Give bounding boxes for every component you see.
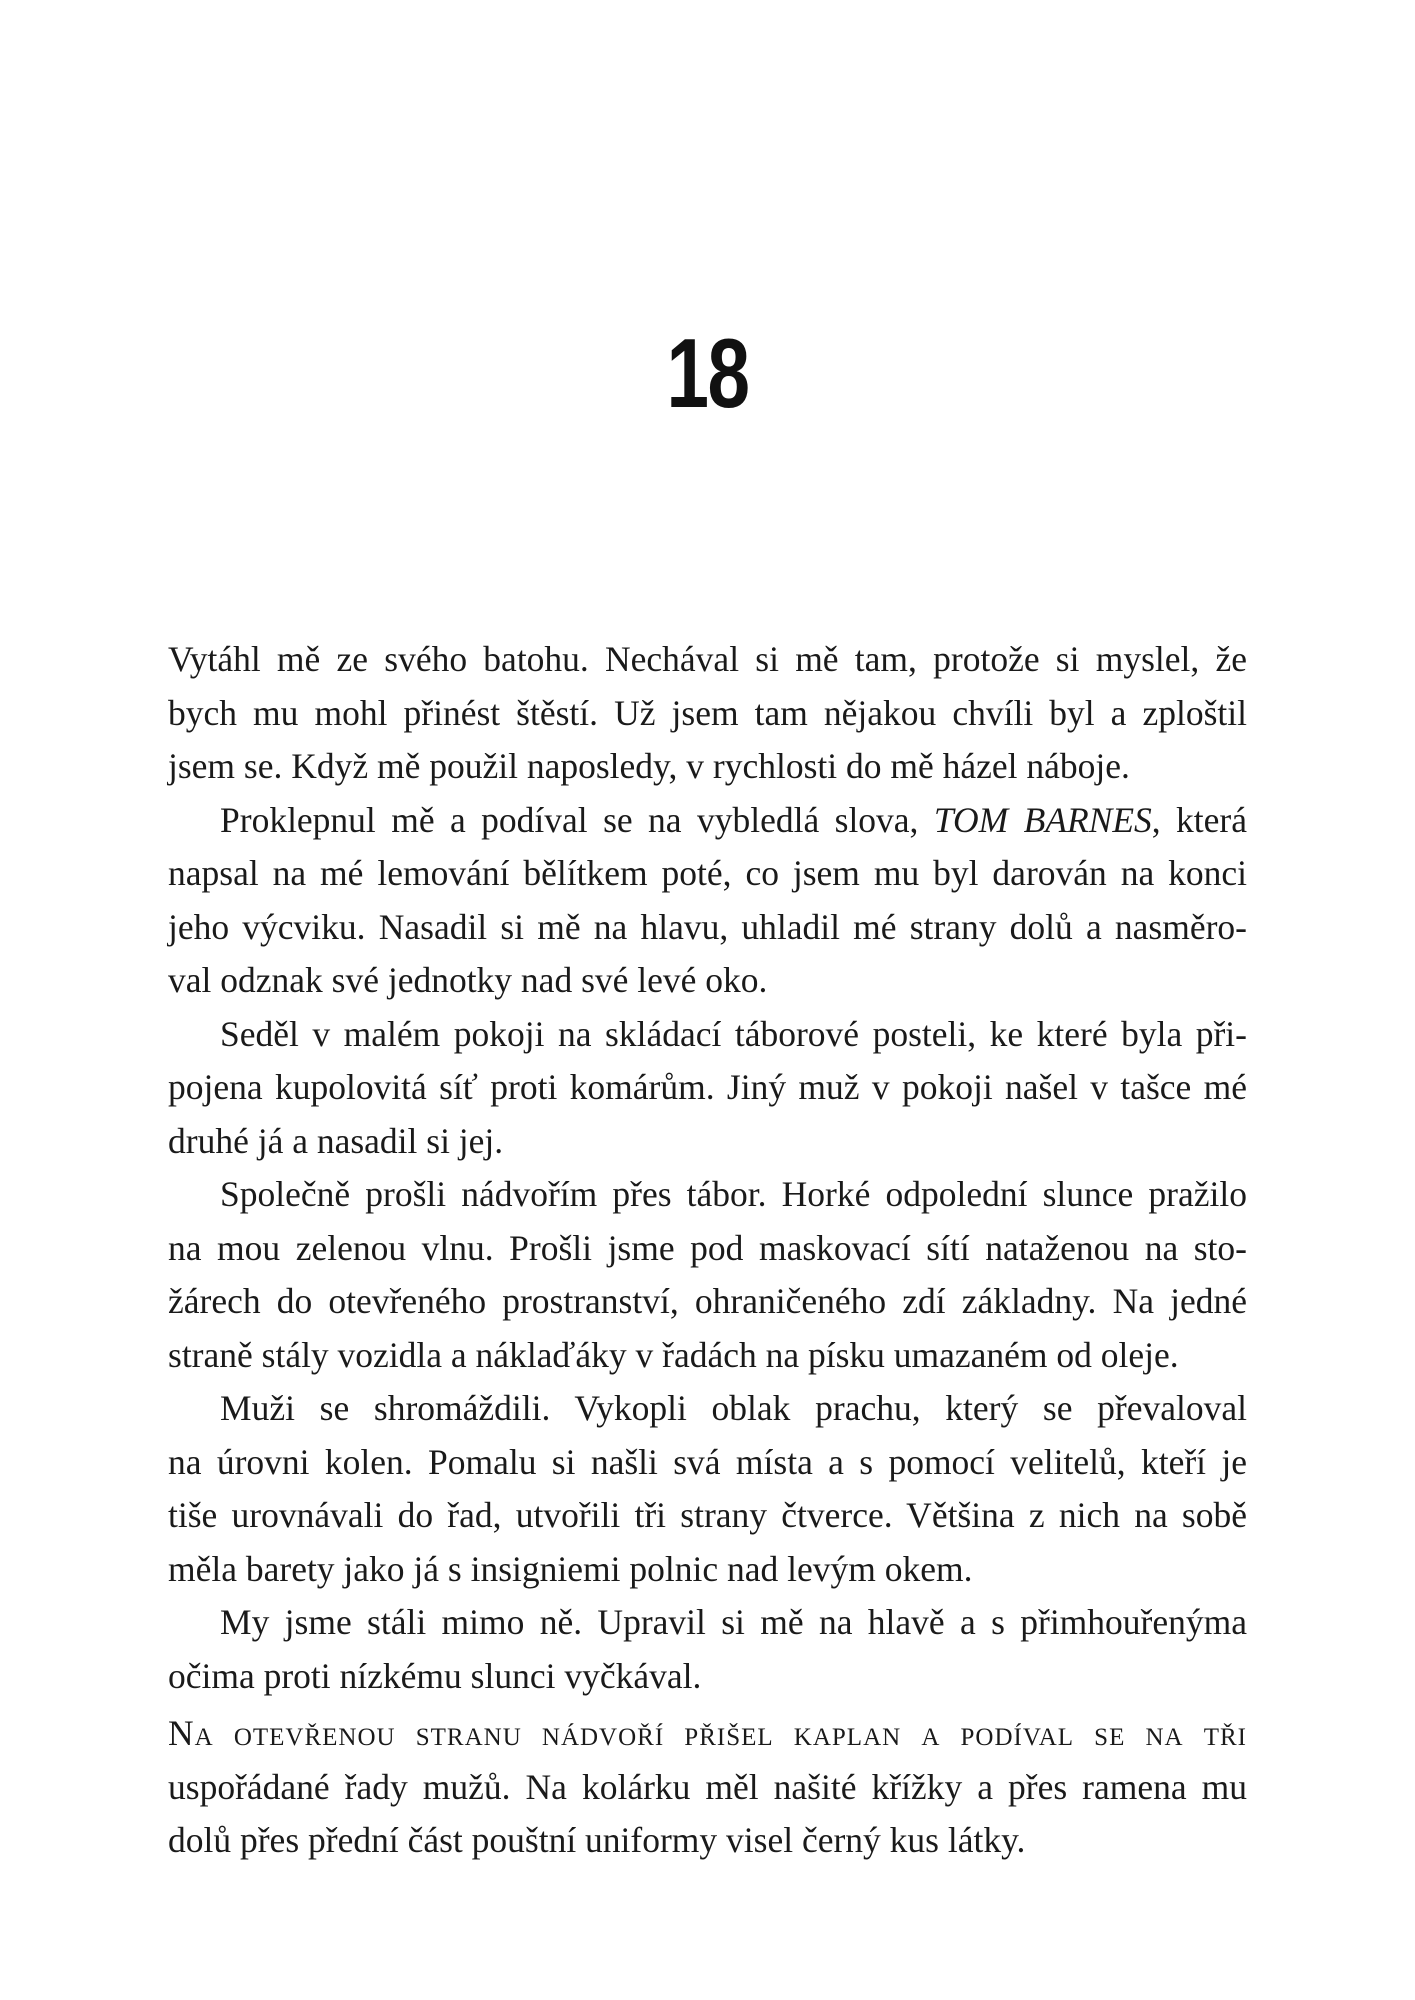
text-line: val odznak své jednotky nad své levé oko. (168, 960, 768, 1000)
italic-name: TOM BARNES (933, 799, 1152, 840)
text-line: Společně prošli nádvořím přes tábor. Horké odpolední slunce pražilo (220, 1174, 1247, 1214)
paragraph (168, 1382, 1247, 1596)
text-line: jeho výcviku. Nasadil si mě na hlavu, uhladil mé strany dolů a nasměro- (168, 906, 1247, 947)
text-line: očima proti nízkému slunci vyčkával. (168, 1655, 702, 1696)
paragraph (168, 1168, 1247, 1382)
text-line: pojena kupolovitá síť proti komárům. Jiný muž v pokoji našel v tašce mé (168, 1067, 1247, 1107)
text-line: Vytáhl mě ze svého batohu. Nechával si mě tam, protože si myslel, že (168, 639, 1247, 679)
chapter-number: 18 (666, 318, 749, 428)
text-fragment: Proklepnul mě a podíval se na vybledlá slova, (220, 799, 934, 840)
text-line: Muži se shromáždili. Vykopli oblak prachu, který se převaloval (220, 1388, 1247, 1428)
paragraph (168, 1008, 1247, 1169)
text-line: My jsme stáli mimo ně. Upravil si mě na hlavě a s přimhouřenýma (220, 1602, 1247, 1642)
text-line: bych mu mohl přinést štěstí. Už jsem tam nějakou chvíli byl a zploštil (168, 692, 1247, 733)
text-line (168, 794, 1247, 848)
text-line: tiše urovnávali do řad, utvořili tři strany čtverce. Většina z nich na sobě (168, 1495, 1247, 1535)
text-line: na úrovni kolen. Pomalu si našli svá místa a s pomocí velitelů, kteří je (168, 1441, 1247, 1482)
chapter-body (168, 633, 1247, 1703)
section-break-body (168, 1707, 1247, 1868)
text-line: dolů přes přední část pouštní uniformy visel černý kus látky. (168, 1820, 1026, 1860)
text-line: straně stály vozidla a náklaďáky v řadách na písku umazaném od oleje. (168, 1334, 1179, 1375)
smallcaps-lead-line: Na otevřenou stranu nádvoří přišel kaplan a podíval se na tři (168, 1713, 1247, 1753)
paragraph (168, 1596, 1247, 1703)
text-line: druhé já a nasadil si jej. (168, 1120, 504, 1161)
text-line: uspořádané řady mužů. Na kolárku měl našité křížky a přes ramena mu (168, 1766, 1247, 1807)
text-line: žárech do otevřeného prostranství, ohraničeného zdí základny. Na jedné (168, 1281, 1247, 1321)
text-line: Seděl v malém pokoji na skládací táborové posteli, ke které byla při- (220, 1013, 1247, 1054)
text-line: na mou zelenou vlnu. Prošli jsme pod maskovací sítí nataženou na sto- (168, 1227, 1247, 1268)
paragraph (168, 633, 1247, 794)
paragraph (168, 794, 1247, 1008)
text-line: napsal na mé lemování bělítkem poté, co jsem mu byl darován na konci (168, 853, 1247, 893)
text-line: měla barety jako já s insigniemi polnic nad levým okem. (168, 1548, 973, 1589)
paragraph (168, 1707, 1247, 1868)
text-line: jsem se. Když mě použil naposledy, v rychlosti do mě házel náboje. (168, 746, 1130, 786)
text-fragment: , která (1151, 799, 1248, 840)
